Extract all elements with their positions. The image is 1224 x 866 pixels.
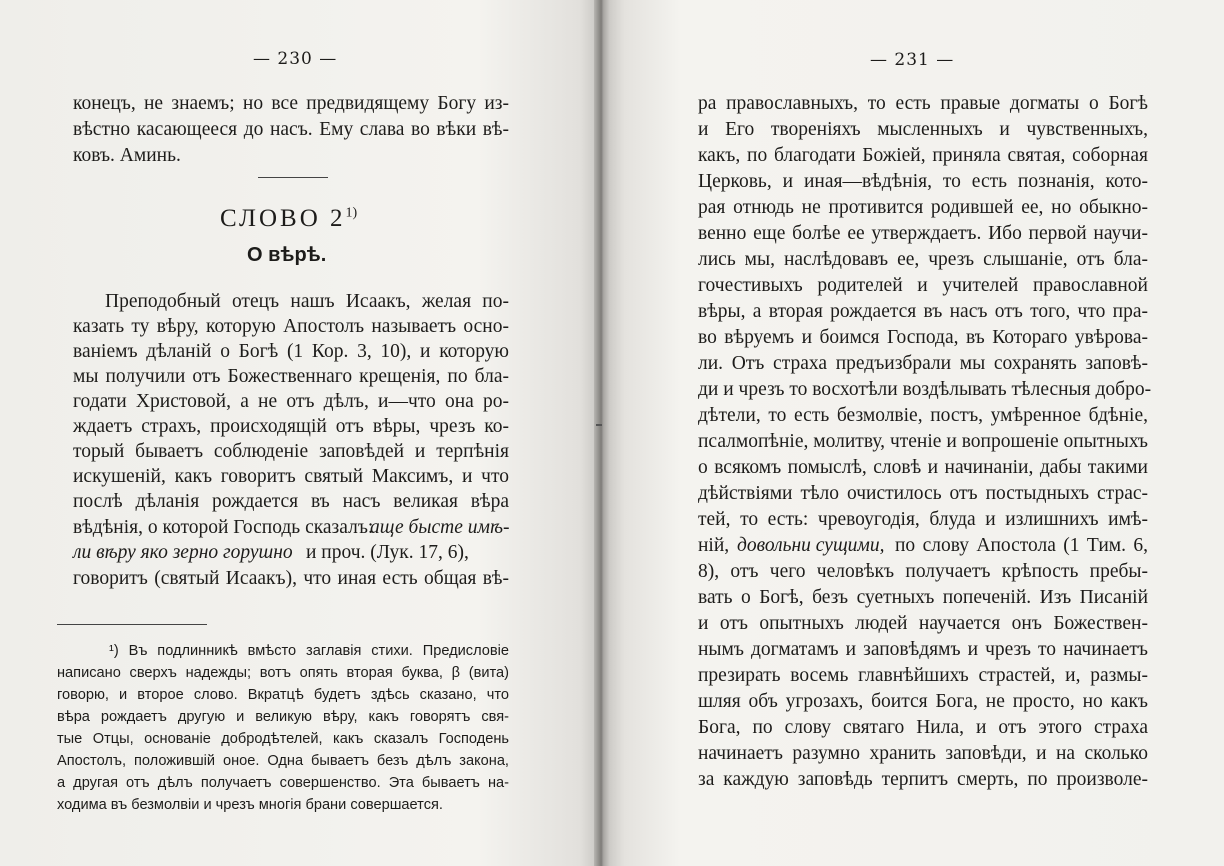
text-line: Церковь, и иная—вѣдѣнія, то есть познанія, кото- — [698, 171, 1148, 192]
text-line: дѣтели, то есть безмолвіе, постъ, умѣренное бдѣніе, — [698, 405, 1148, 426]
text-line: какъ, по благодати Божіей, приняла святая, соборная — [698, 145, 1148, 166]
footnote-line: ¹) Въ подлинникѣ вмѣсто заглавія стихи. Предисловіе — [109, 643, 509, 659]
right-page — [606, 0, 1224, 866]
footnote-line: а другая отъ дѣлъ получаетъ совершенство. Эта бываетъ на- — [57, 775, 509, 791]
footnote-divider — [57, 624, 207, 625]
text-line: и проч. (Лук. 17, 6), — [306, 542, 469, 563]
text-line: презирать восемь главнѣйшихъ страстей, и, размы- — [698, 665, 1148, 686]
text-line: вѣдѣнія, о которой Господь сказалъ: — [73, 517, 374, 538]
text-line: послѣ дѣланія рождается въ насъ великая вѣра — [73, 491, 509, 512]
book-gutter — [594, 0, 610, 866]
footnote-line: тые Отцы, основаніе добродѣтелей, какъ сказалъ Господень — [57, 731, 509, 747]
text-line: гочестивыхъ родителей и учителей православной — [698, 275, 1148, 296]
footnote-line: Апостолъ, положившій оное. Одна бываетъ безъ дѣлъ закона, — [57, 753, 509, 769]
chapter-title-text: СЛОВО 2 — [220, 205, 346, 232]
italic-quote: довольни сущими, — [737, 535, 885, 556]
text-line: ваніемъ дѣланій о Богѣ (1 Кор. 3, 10), и которую — [73, 341, 509, 362]
footnote-line: ходима въ безмолвіи и чрезъ многія брани совершается. — [57, 797, 443, 813]
chapter-title — [220, 205, 357, 233]
text-line: мы получили отъ Божественнаго крещенія, по бла- — [73, 366, 509, 387]
text-line: ждаетъ страхъ, происходящій отъ вѣры, чрезъ ко- — [73, 416, 509, 437]
page-number: — 231 — — [870, 50, 955, 70]
text-line: дѣйствіями тѣло очистилось отъ постыдныхъ страс- — [698, 483, 1148, 504]
text-line: Преподобный отецъ нашъ Исаакъ, желая по- — [105, 291, 509, 312]
text-line: тей, то есть: чревоугодія, блуда и излишнихъ имѣ- — [698, 509, 1148, 530]
text-line: говоритъ (святый Исаакъ), что иная есть общая вѣ- — [73, 568, 509, 589]
text-line: Бога, по слову святаго Нила, и отъ этого страха — [698, 717, 1148, 738]
text-line: казать ту вѣру, которую Апостолъ называетъ осно- — [73, 316, 509, 337]
chapter-subtitle: О вѣрѣ. — [247, 244, 327, 266]
text-line: конецъ, не знаемъ; но все предвидящему Богу из- — [73, 93, 509, 114]
text-line: ди и чрезъ то восхотѣли воздѣлывать тѣлесныя добро- — [698, 379, 1152, 400]
text-line: псалмопѣніе, молитву, чтеніе и вопрошеніе опытныхъ — [698, 431, 1148, 452]
italic-quote: ли вѣру яко зерно горушно — [73, 542, 293, 563]
text-line: начинаетъ разумно хранить заповѣди, и на сколько — [698, 743, 1148, 764]
left-page — [0, 0, 598, 866]
text-line: венно еще болѣе ее утверждаетъ. Ибо первой научи- — [698, 223, 1148, 244]
text-line: ли. Отъ страха предъизбрали мы сохранять заповѣ- — [698, 353, 1148, 374]
text-line: нымъ догматамъ и заповѣдямъ и чрезъ то начинаетъ — [698, 639, 1148, 660]
text-line: за каждую заповѣдь терпитъ смерть, по произволе- — [698, 769, 1148, 790]
footnote-ref: 1) — [345, 205, 358, 221]
text-line: рая отнюдь не противится родившей ее, но обыкно- — [698, 197, 1148, 218]
footnote-line: написано сверхъ надежды; вотъ опять вторая буква, β (вита) — [57, 665, 509, 681]
italic-quote: аще бысте имѣ- — [370, 517, 510, 538]
text-line: 8), отъ чего человѣкъ получаетъ крѣпость пребы- — [698, 561, 1148, 582]
text-line: торый бываетъ соблюденіе заповѣдей и терпѣнія — [73, 441, 509, 462]
text-line: лись мы, наслѣдовавъ ее, чрезъ слышаніе, отъ бла- — [698, 249, 1148, 270]
footnote-line: говорю, и второе слово. Вкратцѣ будетъ здѣсь сказано, что — [57, 687, 509, 703]
text-line: ній, — [698, 535, 730, 556]
text-line: ковъ. Аминь. — [73, 145, 181, 166]
text-line: вѣстно касающееся до насъ. Ему слава во вѣки вѣ- — [73, 119, 509, 140]
text-line: во вѣруемъ и боимся Господа, въ Котораго увѣрова- — [698, 327, 1148, 348]
text-line: вать о Богѣ, безъ суетныхъ попеченій. Изъ Писаній — [698, 587, 1148, 608]
text-line: ра православныхъ, то есть правые догматы о Богѣ — [698, 93, 1148, 114]
page-number: — 230 — — [253, 49, 338, 69]
footnote-line: вѣра рождаетъ другую и великую вѣру, какъ говорятъ свя- — [57, 709, 509, 725]
text-line: о всякомъ помыслѣ, словѣ и начинаніи, дабы такими — [698, 457, 1148, 478]
text-line: вѣры, а вторая рождается въ насъ отъ того, что пра- — [698, 301, 1148, 322]
text-line: и отъ опытныхъ людей научается онъ Божествен- — [698, 613, 1148, 634]
text-line: и Его твореніяхъ мысленныхъ и чувственныхъ, — [698, 119, 1148, 140]
gutter-mark — [596, 424, 602, 426]
section-divider — [258, 177, 328, 178]
text-line: искушеній, какъ говоритъ святый Максимъ, и что — [73, 466, 509, 487]
text-line: годати Христовой, а не отъ дѣлъ, и—что она ро- — [73, 391, 509, 412]
text-line: по слову Апостола (1 Тим. 6, — [895, 535, 1148, 556]
text-line: шляя объ угрозахъ, боится Бога, не просто, но какъ — [698, 691, 1148, 712]
